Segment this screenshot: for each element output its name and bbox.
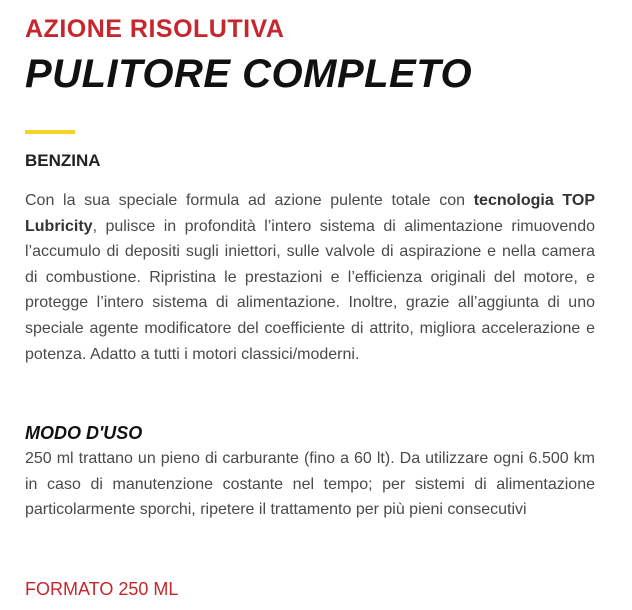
fuel-type-heading: BENZINA <box>25 151 101 170</box>
description-body: , pulisce in profondità l’intero sistema di alimentazione rimuovendo l’accumulo di depositi sugli iniettori, sulle valvole di aspirazione e nella camera di combustione. Ripristina le prestazioni e l’efficienza originali del motore, e protegge l’intero sistema di alimentazione. Inoltre, grazie all’aggiunta di uno speciale agente modificatore del coefficiente di attrito, migliora accelerazione e potenza. Adatto a tutti i motori classici/moderni. <box>25 217 595 363</box>
description-highlight: tecnologia TOP Lubricity <box>25 192 595 235</box>
usage-heading: MODO D'USO <box>25 423 143 443</box>
product-title: PULITORE COMPLETO <box>25 52 473 96</box>
accent-divider <box>25 130 75 134</box>
usage-instructions: 250 ml trattano un pieno di carburante (fino a 60 lt). Da utilizzare ogni 6.500 km in caso di manutenzione costante nel tempo; per sistemi di alimentazione particolarmente sporchi, ripetere il trattamento per più pieni consecutivi <box>25 450 595 519</box>
description-intro: Con la sua speciale formula ad azione pulente totale con <box>25 192 474 209</box>
package-format: FORMATO 250 ML <box>25 579 179 599</box>
product-kicker: AZIONE RISOLUTIVA <box>25 15 285 43</box>
product-description <box>25 188 595 367</box>
